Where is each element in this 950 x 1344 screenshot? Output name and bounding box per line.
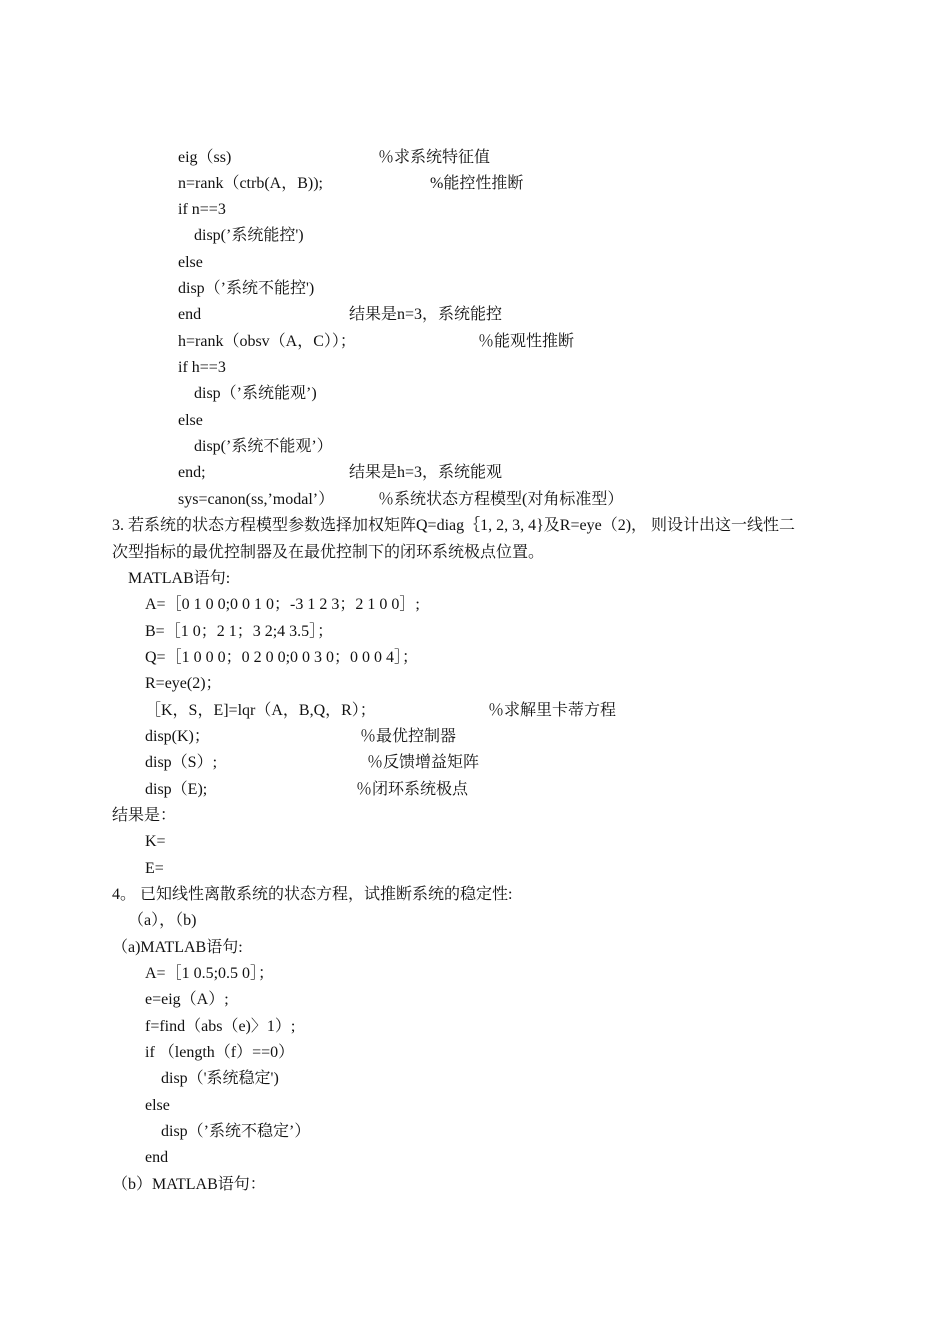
- text-line: [0, 750, 950, 776]
- line-text: 结果是：: [112, 807, 177, 824]
- line-comment: 结果是h=3，系统能观: [349, 464, 503, 481]
- text-line: [0, 171, 950, 197]
- line-text: else: [145, 1097, 170, 1114]
- text-line: [0, 619, 950, 645]
- line-comment: ％闭环系统极点: [356, 781, 469, 798]
- line-text: sys=canon(ss,’modal’）: [178, 491, 335, 508]
- line-comment: ％求系统特征值: [378, 149, 491, 166]
- text-line: [0, 434, 950, 460]
- line-text: if （length（f）==0）: [145, 1044, 295, 1061]
- text-line: [0, 592, 950, 618]
- line-text: disp(’系统不能观’）: [194, 438, 333, 455]
- line-text: Q=［1 0 0 0；0 2 0 0;0 0 3 0；0 0 0 4］；: [145, 649, 419, 666]
- line-text: eig（ss): [178, 149, 232, 166]
- text-line: [0, 250, 950, 276]
- line-text: MATLAB语句:: [128, 570, 231, 587]
- text-line: [0, 987, 950, 1013]
- line-text: else: [178, 412, 203, 429]
- line-text: （a），（b): [128, 912, 197, 929]
- text-line: [0, 698, 950, 724]
- line-text: e=eig（A）;: [145, 991, 229, 1008]
- text-line: [0, 540, 950, 566]
- text-line: [0, 803, 950, 829]
- line-text: else: [178, 254, 203, 271]
- text-line: [0, 302, 950, 328]
- text-line: [0, 197, 950, 223]
- line-text: n=rank（ctrb(A，B));: [178, 175, 323, 192]
- text-line: [0, 645, 950, 671]
- text-line: [0, 724, 950, 750]
- text-line: [0, 908, 950, 934]
- text-line: [0, 1014, 950, 1040]
- line-text: f=find（abs（e)〉1）;: [145, 1018, 296, 1035]
- line-text: disp（'系统稳定'): [161, 1070, 279, 1087]
- line-text: A=［0 1 0 0;0 0 1 0；-3 1 2 3；2 1 0 0］;: [145, 596, 420, 613]
- text-line: [0, 777, 950, 803]
- text-line: [0, 329, 950, 355]
- line-text: disp(’系统能控'): [194, 227, 304, 244]
- line-text: end;: [178, 464, 206, 481]
- line-text: 4。 已知线性离散系统的状态方程，试推断系统的稳定性:: [112, 886, 513, 903]
- line-comment: ％反馈增益矩阵: [367, 754, 480, 771]
- line-text: disp（S）;: [145, 754, 218, 771]
- text-line: [0, 381, 950, 407]
- line-text: （a)MATLAB语句:: [112, 939, 243, 956]
- line-comment: ％最优控制器: [360, 728, 457, 745]
- text-line: [0, 1040, 950, 1066]
- text-line: [0, 829, 950, 855]
- line-text: K=: [145, 833, 166, 850]
- text-line: [0, 935, 950, 961]
- text-line: [0, 408, 950, 434]
- text-line: [0, 460, 950, 486]
- line-text: if h==3: [178, 359, 226, 376]
- line-text: 3. 若系统的状态方程模型参数选择加权矩阵Q=diag｛1, 2, 3, 4}及R=eye（2)， 则设计出这一线性二: [112, 517, 796, 534]
- text-line: [0, 145, 950, 171]
- line-text: end: [145, 1149, 169, 1166]
- text-line: [0, 566, 950, 592]
- text-line: [0, 671, 950, 697]
- text-line: [0, 223, 950, 249]
- text-line: [0, 276, 950, 302]
- text-line: [0, 1093, 950, 1119]
- line-comment: %能控性推断: [430, 175, 524, 192]
- text-line: [0, 487, 950, 513]
- line-text: disp（’系统不稳定’）: [161, 1123, 311, 1140]
- text-line: [0, 856, 950, 882]
- text-line: [0, 882, 950, 908]
- text-line: [0, 961, 950, 987]
- text-line: [0, 513, 950, 539]
- text-line: [0, 355, 950, 381]
- text-line: [0, 1066, 950, 1092]
- line-comment: ％系统状态方程模型(对角标准型）: [378, 491, 624, 508]
- line-comment: ％能观性推断: [478, 333, 575, 350]
- text-line: [0, 1119, 950, 1145]
- line-text: disp（’系统能观’): [194, 385, 317, 402]
- text-line: [0, 1145, 950, 1171]
- line-text: h=rank（obsv（A，C））；: [178, 333, 356, 350]
- line-text: disp(K)；: [145, 728, 210, 745]
- line-text: end: [178, 306, 202, 323]
- line-text: B=［1 0；2 1；3 2;4 3.5］；: [145, 623, 334, 640]
- text-line: [0, 1172, 950, 1198]
- line-text: disp（’系统不能控'): [178, 280, 315, 297]
- line-text: E=: [145, 860, 164, 877]
- line-text: A=［1 0.5;0.5 0］；: [145, 965, 275, 982]
- line-text: （b）MATLAB语句：: [112, 1176, 266, 1193]
- line-text: 次型指标的最优控制器及在最优控制下的闭环系统极点位置。: [112, 544, 545, 561]
- line-text: R=eye(2)；: [145, 675, 222, 692]
- line-text: disp（E);: [145, 781, 208, 798]
- line-comment: 结果是n=3，系统能控: [349, 306, 503, 323]
- line-text: ［K，S，E]=lqr（A，B,Q，R）；: [145, 702, 376, 719]
- line-text: if n==3: [178, 201, 226, 218]
- line-comment: ％求解里卡蒂方程: [488, 702, 617, 719]
